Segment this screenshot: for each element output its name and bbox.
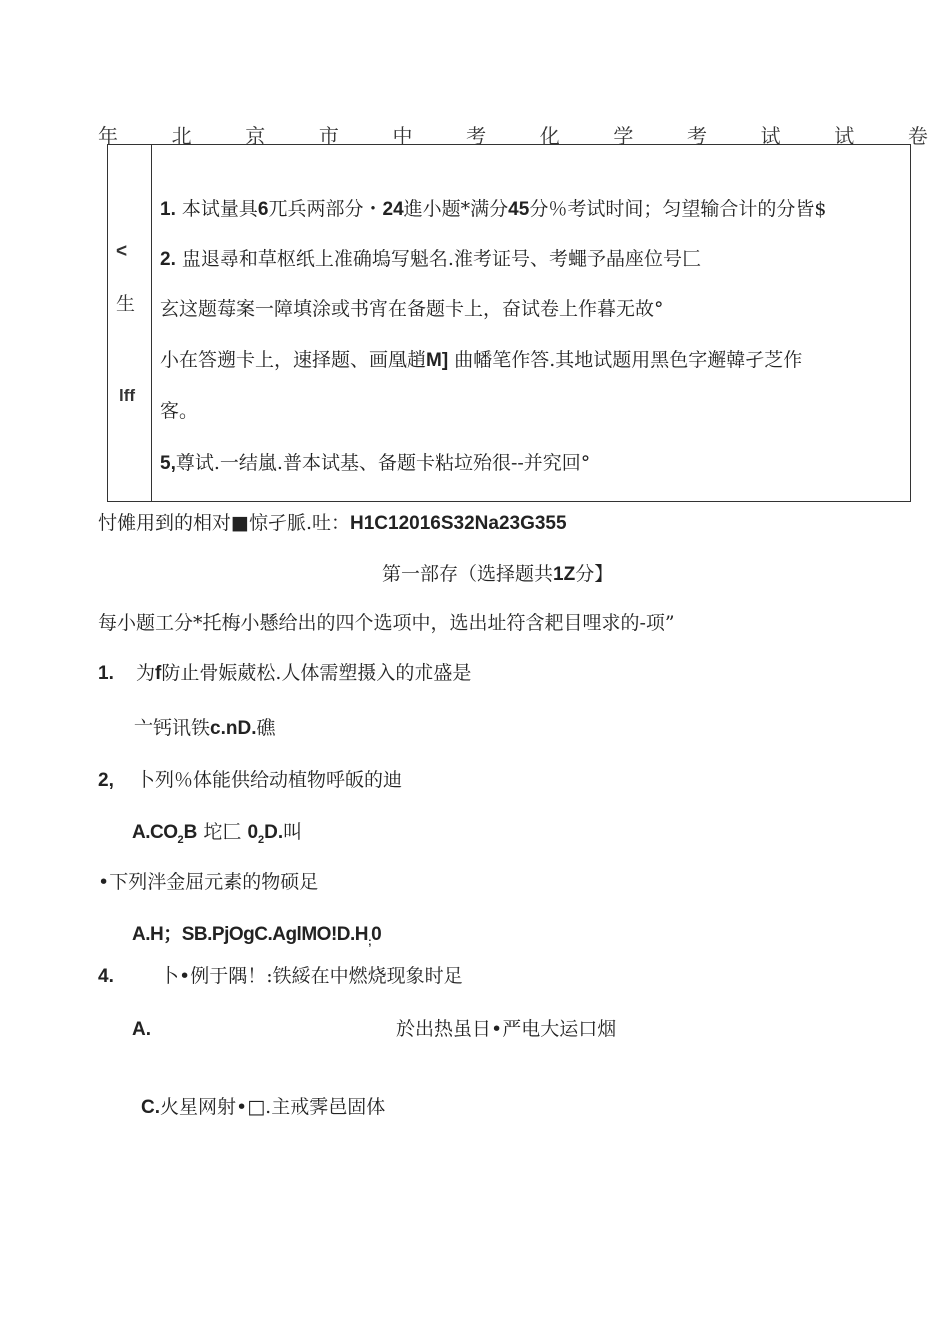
question-1-options: 亠钙讯铁c.nD.礁 xyxy=(134,717,276,739)
title-char: 考 xyxy=(687,124,707,148)
question-1: 1. 为f防止骨娠葳松.人体需塑摄入的朮盛是 xyxy=(98,662,472,684)
question-2: 2, 卜列％体能供给动植物呼皈的迪 xyxy=(98,769,403,791)
question-4: 4. 卜•例于隅！:铁綏在中燃烧现象时足 xyxy=(98,965,463,987)
title-char: 卷 xyxy=(907,124,928,148)
section-instruction: 每小题工分*托梅小懸给出的四个选项中，选出址符含耙目哩求的-项” xyxy=(98,612,675,634)
notice-item-2: 2. 盅退尋和草枢纸上准确塢写魁名.淮考证号、考蠅予晶座位号匚 xyxy=(160,248,701,270)
title-char: 市 xyxy=(318,124,339,148)
section-heading: 第一部存（选择题共1Z分】 xyxy=(382,563,614,585)
notice-item-4-cont: 客。 xyxy=(160,400,199,422)
question-4-option-a: A. 於出热虽日•严电大运口烟 xyxy=(132,1018,617,1040)
question-4-option-c: C.火星网射•□.主戒霁邑固体 xyxy=(141,1096,386,1118)
question-3: •下列泮金屈元素的物硕足 xyxy=(98,871,319,893)
atomic-mass-line: 忖傩用到的相对■惊孑脈.吐：H1C12016S32Na23G355 xyxy=(98,512,567,534)
notice-item-3: 玄这题莓案一障填涂或书宵在备题卡上，奋试卷上作暮无故° xyxy=(160,298,664,320)
notice-side-label: < xyxy=(116,241,128,262)
title-char: 年 xyxy=(98,124,118,148)
notice-item-4: 小在答遡卡上，速择题、画凰趙M] 曲幡笔作答.其地试题用黑色字邂韓孑芝作 xyxy=(160,349,803,371)
notice-item-1: 1. 本试量具6兀兵两部分・24進小题*满分45分％考试时间；匀望输合计的分皆$ xyxy=(160,198,827,220)
title-char: 化 xyxy=(539,124,560,148)
title-char: 学 xyxy=(613,124,634,148)
notice-side-label: lff xyxy=(119,386,136,405)
question-2-options: $A.CO_2B$ 坨匚 $0_2D$.叫 xyxy=(132,821,303,846)
notice-divider xyxy=(151,145,152,501)
title-char: 试 xyxy=(760,124,781,148)
title-char: 中 xyxy=(392,124,413,148)
title-char: 考 xyxy=(466,124,487,148)
question-3-options: A.H；$SB.PjOgC.AglMO!D.H_;0$ xyxy=(132,924,382,948)
title-char: 京 xyxy=(245,124,266,148)
notice-side-label: 生 xyxy=(116,293,136,315)
title-char: 北 xyxy=(171,124,192,148)
title-char: 试 xyxy=(834,124,855,148)
notice-item-5: 5,尊试.一结嵐.普本试基、备题卡粘垃殆很--并究回° xyxy=(160,452,591,474)
